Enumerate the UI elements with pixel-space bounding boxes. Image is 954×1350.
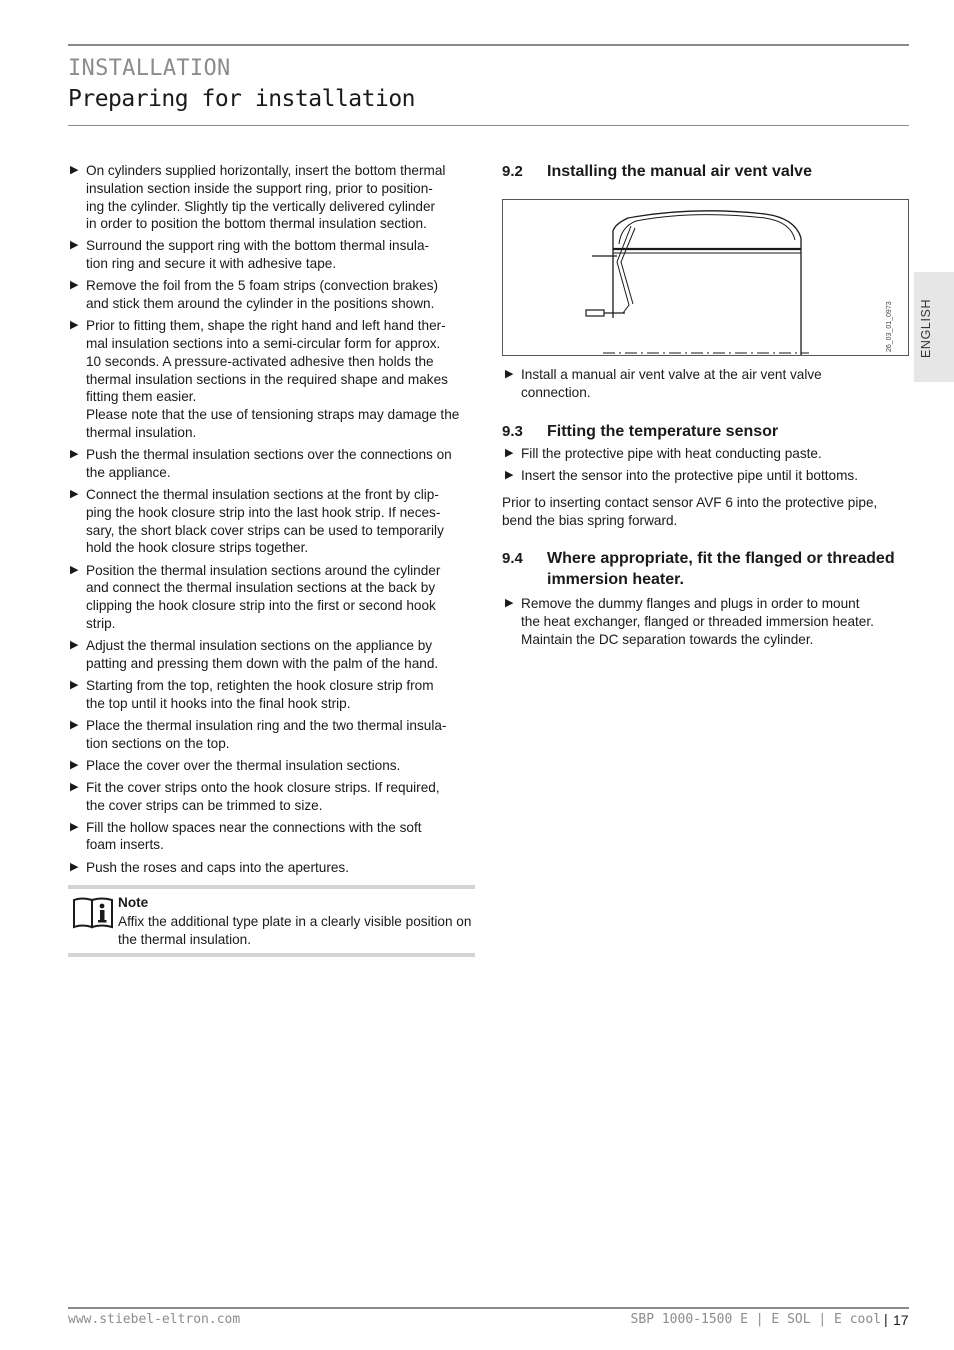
list-item	[505, 445, 910, 463]
sensor-pipe-inner	[621, 228, 635, 304]
bullet-icon: ▶	[70, 279, 79, 292]
list-item	[70, 779, 476, 815]
bullet-icon: ▶	[505, 447, 514, 459]
list-item	[70, 237, 476, 273]
bullet-icon: ▶	[70, 239, 79, 252]
section-heading: INSTALLATION	[68, 56, 231, 81]
list-item	[70, 717, 476, 753]
section-9-3-steps	[505, 445, 910, 489]
list-item	[70, 317, 476, 442]
bullet-icon: ▶	[70, 820, 79, 833]
bullet-icon: ▶	[505, 469, 514, 482]
section-number: 9.4	[502, 550, 523, 567]
step-text: Surround the support ring with the bottom thermal insula- tion ring and secure it with adhesive tape.	[86, 238, 430, 272]
note-top-bar	[68, 885, 475, 889]
bullet-icon: ▶	[70, 639, 79, 651]
section-title: Fitting the temperature sensor	[547, 423, 779, 440]
step-text: Insert the sensor into the protective pipe until it bottoms.	[521, 468, 859, 484]
bullet-icon: ▶	[70, 780, 79, 793]
step-text: Push the thermal insulation sections over the connections on the appliance.	[86, 447, 452, 480]
step-text: Install a manual air vent valve at the air vent valve connection.	[521, 367, 822, 400]
section-9-3-heading	[502, 421, 910, 443]
step-text: Push the roses and caps into the apertures.	[86, 859, 349, 875]
note-box	[68, 885, 475, 957]
bullet-icon: ▶	[70, 860, 79, 873]
footer-url: www.stiebel-eltron.com	[68, 1312, 241, 1327]
list-item	[70, 277, 476, 313]
list-item	[70, 562, 476, 633]
bullet-icon: ▶	[70, 319, 79, 332]
list-item	[70, 757, 476, 775]
bullet-icon: ▶	[70, 563, 79, 576]
section-9-3-paragraph: Prior to inserting contact sensor AVF 6 into the protective pipe, bend the bias spring forward.	[502, 495, 878, 528]
header-bottom-rule	[68, 125, 909, 126]
cylinder-top-diagram	[503, 200, 908, 355]
insulation-cover	[619, 215, 795, 244]
section-9-4-steps	[505, 595, 910, 653]
header-top-rule	[68, 44, 909, 46]
note-title: Note	[118, 895, 149, 910]
bullet-icon: ▶	[70, 678, 79, 691]
list-item	[505, 595, 910, 648]
step-text: Place the thermal insulation ring and the two thermal insula- tion sections on the top.	[86, 717, 447, 751]
section-title: Installing the manual air vent valve	[547, 163, 812, 180]
list-item	[505, 366, 910, 402]
list-item	[70, 162, 476, 233]
bullet-icon: ▶	[70, 448, 79, 461]
section-title: Where appropriate, fit the flanged or threaded immersion heater.	[547, 550, 895, 588]
list-item	[70, 819, 476, 855]
step-text: Position the thermal insulation sections around the cylinder and connect the thermal insulation sections at the back by clipping the hook closure strip into the first or second hook strip.	[86, 562, 441, 631]
bullet-icon: ▶	[70, 758, 79, 771]
step-text: Fill the hollow spaces near the connections with the soft foam inserts.	[86, 819, 422, 853]
installation-steps-list	[70, 162, 476, 881]
step-text: Adjust the thermal insulation sections on the appliance by patting and pressing them down with the palm of the hand.	[86, 638, 439, 671]
list-item	[70, 677, 476, 713]
step-text: Connect the thermal insulation sections at the front by clip- ping the hook closure strip into the last hook strip. If neces- sary, the short black cover strips can be used to temporarily hold the hook closure strips together.	[86, 487, 444, 556]
air-vent-valve	[586, 310, 604, 316]
step-text: Remove the foil from the 5 foam strips (convection brakes) and stick them around the cylinder in the positions shown.	[86, 278, 439, 312]
list-item	[70, 859, 476, 877]
step-text: Fit the cover strips onto the hook closure strips. If required, the cover strips can be trimmed to size.	[86, 779, 440, 813]
step-text: Prior to fitting them, shape the right hand and left hand ther- mal insulation sections into a semi-circular form for approx. 10 seconds. A pressure-activated adhesive then holds the thermal insulation sections in the required shape and makes fitting them easier. Please note that the use of tensioning straps may damage the thermal insulation.	[86, 318, 460, 441]
page-number: 17	[893, 1312, 909, 1328]
step-text: Remove the dummy flanges and plugs in order to mount the heat exchanger, flanged or threaded immersion heater. Maintain the DC separation towards the cylinder.	[521, 596, 874, 647]
list-item	[70, 446, 476, 482]
bullet-icon: ▶	[70, 488, 79, 501]
list-item	[70, 486, 476, 557]
bullet-icon: ▶	[505, 368, 514, 380]
cylinder-outline	[613, 211, 801, 355]
section-9-2-heading	[502, 161, 910, 183]
footer-model: SBP 1000-1500 E | E SOL | E cool	[630, 1312, 881, 1327]
bullet-icon: ▶	[505, 597, 514, 609]
air-vent-figure	[502, 199, 909, 356]
step-text: Fill the protective pipe with heat conducting paste.	[521, 446, 822, 461]
figure-id: 26_03_01_0973	[886, 301, 893, 352]
section-9-2-steps	[505, 366, 910, 406]
sensor-pipe	[617, 226, 631, 313]
section-9-4-heading	[502, 548, 910, 592]
info-book-icon	[72, 896, 114, 930]
step-text: Place the cover over the thermal insulation sections.	[86, 757, 401, 773]
bullet-icon: ▶	[70, 164, 79, 176]
list-item	[505, 467, 910, 485]
step-text: On cylinders supplied horizontally, insert the bottom thermal insulation section inside the support ring, prior to position- ing the cylinder. Slightly tip the vertically delivered cylinder in order to position the bottom thermal insulation section.	[86, 163, 446, 232]
footer-separator: |	[884, 1311, 888, 1327]
note-bottom-bar	[68, 953, 475, 957]
list-item	[70, 637, 476, 673]
bullet-icon: ▶	[70, 718, 79, 731]
step-text: Starting from the top, retighten the hook closure strip from the top until it hooks into the final hook strip.	[86, 677, 434, 711]
footer-rule	[68, 1307, 909, 1309]
language-tab-label: ENGLISH	[919, 298, 933, 358]
page-title: Preparing for installation	[68, 86, 416, 112]
note-text: Affix the additional type plate in a clearly visible position on the thermal insulation.	[118, 914, 472, 947]
section-number: 9.3	[502, 423, 523, 440]
section-number: 9.2	[502, 163, 523, 180]
